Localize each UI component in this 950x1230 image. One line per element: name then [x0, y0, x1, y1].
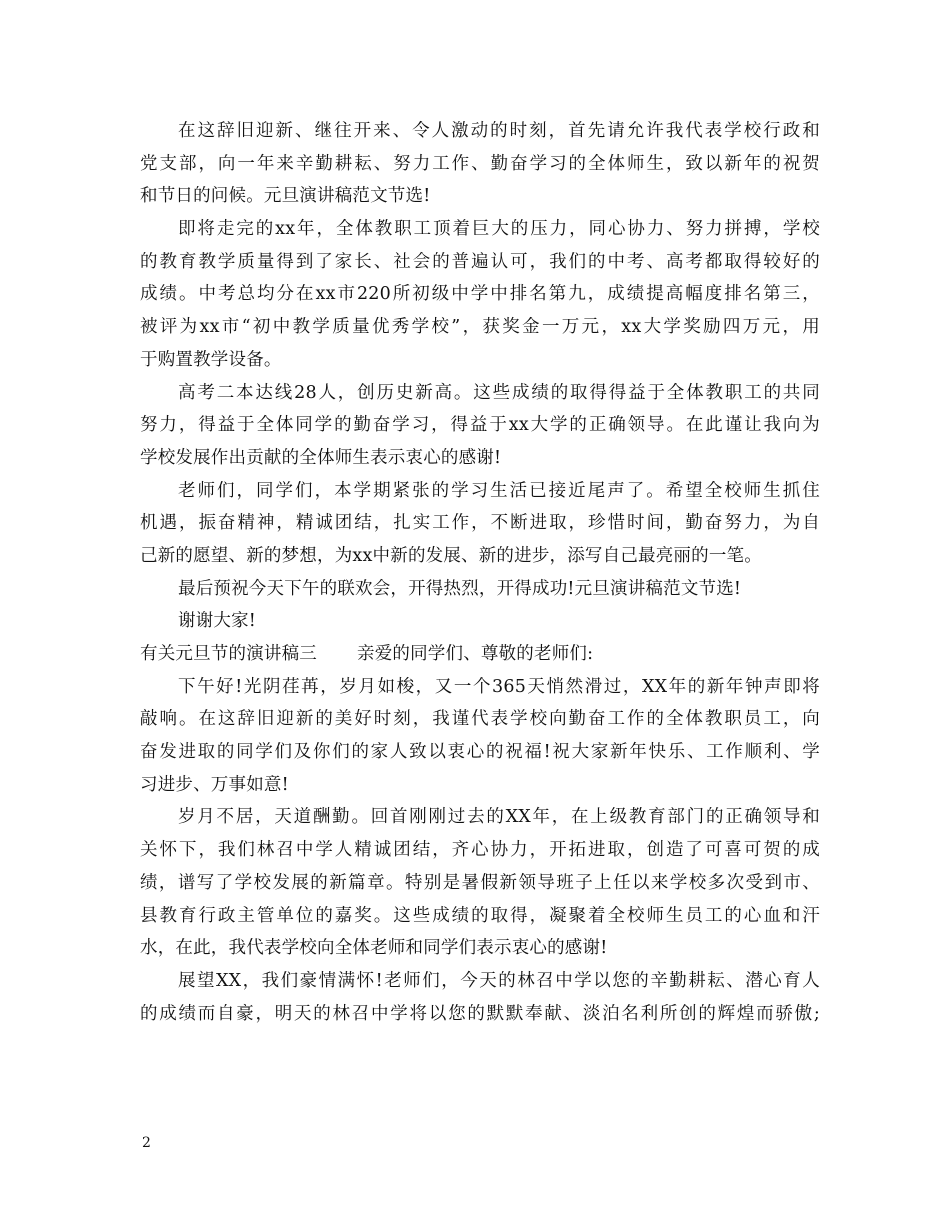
text-line: 己新的愿望、新的梦想，为xx中新的发展、新的进步，添写自己最亮丽的一笔。: [140, 545, 762, 566]
text-line: 习进步、万事如意!: [140, 774, 289, 795]
text-line: 关怀下，我们林召中学人精诚团结，齐心协力，开拓进取，创造了可喜可贺的成: [140, 840, 820, 861]
text-line: 老师们，同学们，本学期紧张的学习生活已接近尾声了。希望全校师生抓住: [178, 480, 820, 501]
text-line: 在这辞旧迎新、继往开来、令人激动的时刻，首先请允许我代表学校行政和: [178, 121, 820, 141]
section-heading-line: [140, 638, 820, 671]
text-line: 下午好!光阴荏苒，岁月如梭，又一个365天悄然滑过，XX年的新年钟声即将: [178, 676, 820, 697]
text-line: 展望XX，我们豪情满怀!老师们，今天的林召中学以您的辛勤耕耘、潜心育人: [178, 970, 820, 991]
text-line: 和节日的问候。元旦演讲稿范文节选!: [140, 186, 431, 207]
text-line: 谢谢大家!: [178, 611, 257, 632]
text-line: 被评为xx市“初中教学质量优秀学校”，获奖金一万元，xx大学奖励四万元，用: [140, 317, 820, 338]
text-line: 奋发进取的同学们及你们的家人致以衷心的祝福!祝大家新年快乐、工作顺利、学: [140, 742, 820, 763]
text-line: 即将走完的xx年，全体教职工顶着巨大的压力，同心协力、努力拼搏，学校: [178, 219, 820, 240]
text-line: 高考二本达线28人，创历史新高。这些成绩的取得得益于全体教职工的共同: [178, 382, 820, 403]
text-line: 县教育行政主管单位的嘉奖。这些成绩的取得，凝聚着全校师生员工的心血和汗: [140, 905, 820, 926]
text-line: 成绩。中考总均分在xx市220所初级中学中排名第九，成绩提高幅度排名第三，: [140, 284, 820, 305]
text-line: 绩，谱写了学校发展的新篇章。特别是暑假新领导班子上任以来学校多次受到市、: [140, 872, 820, 893]
text-line: 水，在此，我代表学校向全体老师和同学们表示衷心的感谢!: [140, 938, 608, 959]
text-line: 的教育教学质量得到了家长、社会的普遍认可，我们的中考、高考都取得较好的: [140, 251, 820, 272]
salutation: 亲爱的同学们、尊敬的老师们:: [357, 644, 594, 664]
text-line: 于购置教学设备。: [140, 349, 282, 370]
text-line: 学校发展作出贡献的全体师生表示衷心的感谢!: [140, 447, 502, 468]
text-line: 努力，得益于全体同学的勤奋学习，得益于xx大学的正确领导。在此谨让我向为: [140, 415, 820, 436]
text-line: 的成绩而自豪，明天的林召中学将以您的默默奉献、淡泊名利所创的辉煌而骄傲;: [140, 1003, 820, 1024]
text-line: 岁月不居，天道酬勤。回首刚刚过去的XX年，在上级教育部门的正确领导和: [178, 807, 820, 828]
section-title: 有关元旦节的演讲稿三: [140, 644, 317, 664]
document-body: [140, 115, 820, 1030]
text-line: 最后预祝今天下午的联欢会，开得热烈，开得成功!元旦演讲稿范文节选!: [178, 578, 742, 599]
text-line: 机遇，振奋精神，精诚团结，扎实工作，不断进取，珍惜时间，勤奋努力，为自: [140, 513, 820, 534]
text-line: 敲响。在这辞旧迎新的美好时刻，我谨代表学校向勤奋工作的全体教职员工，向: [140, 709, 820, 730]
page-number: 2: [142, 1135, 151, 1151]
text-line: 党支部，向一年来辛勤耕耘、努力工作、勤奋学习的全体师生，致以新年的祝贺: [140, 153, 820, 174]
